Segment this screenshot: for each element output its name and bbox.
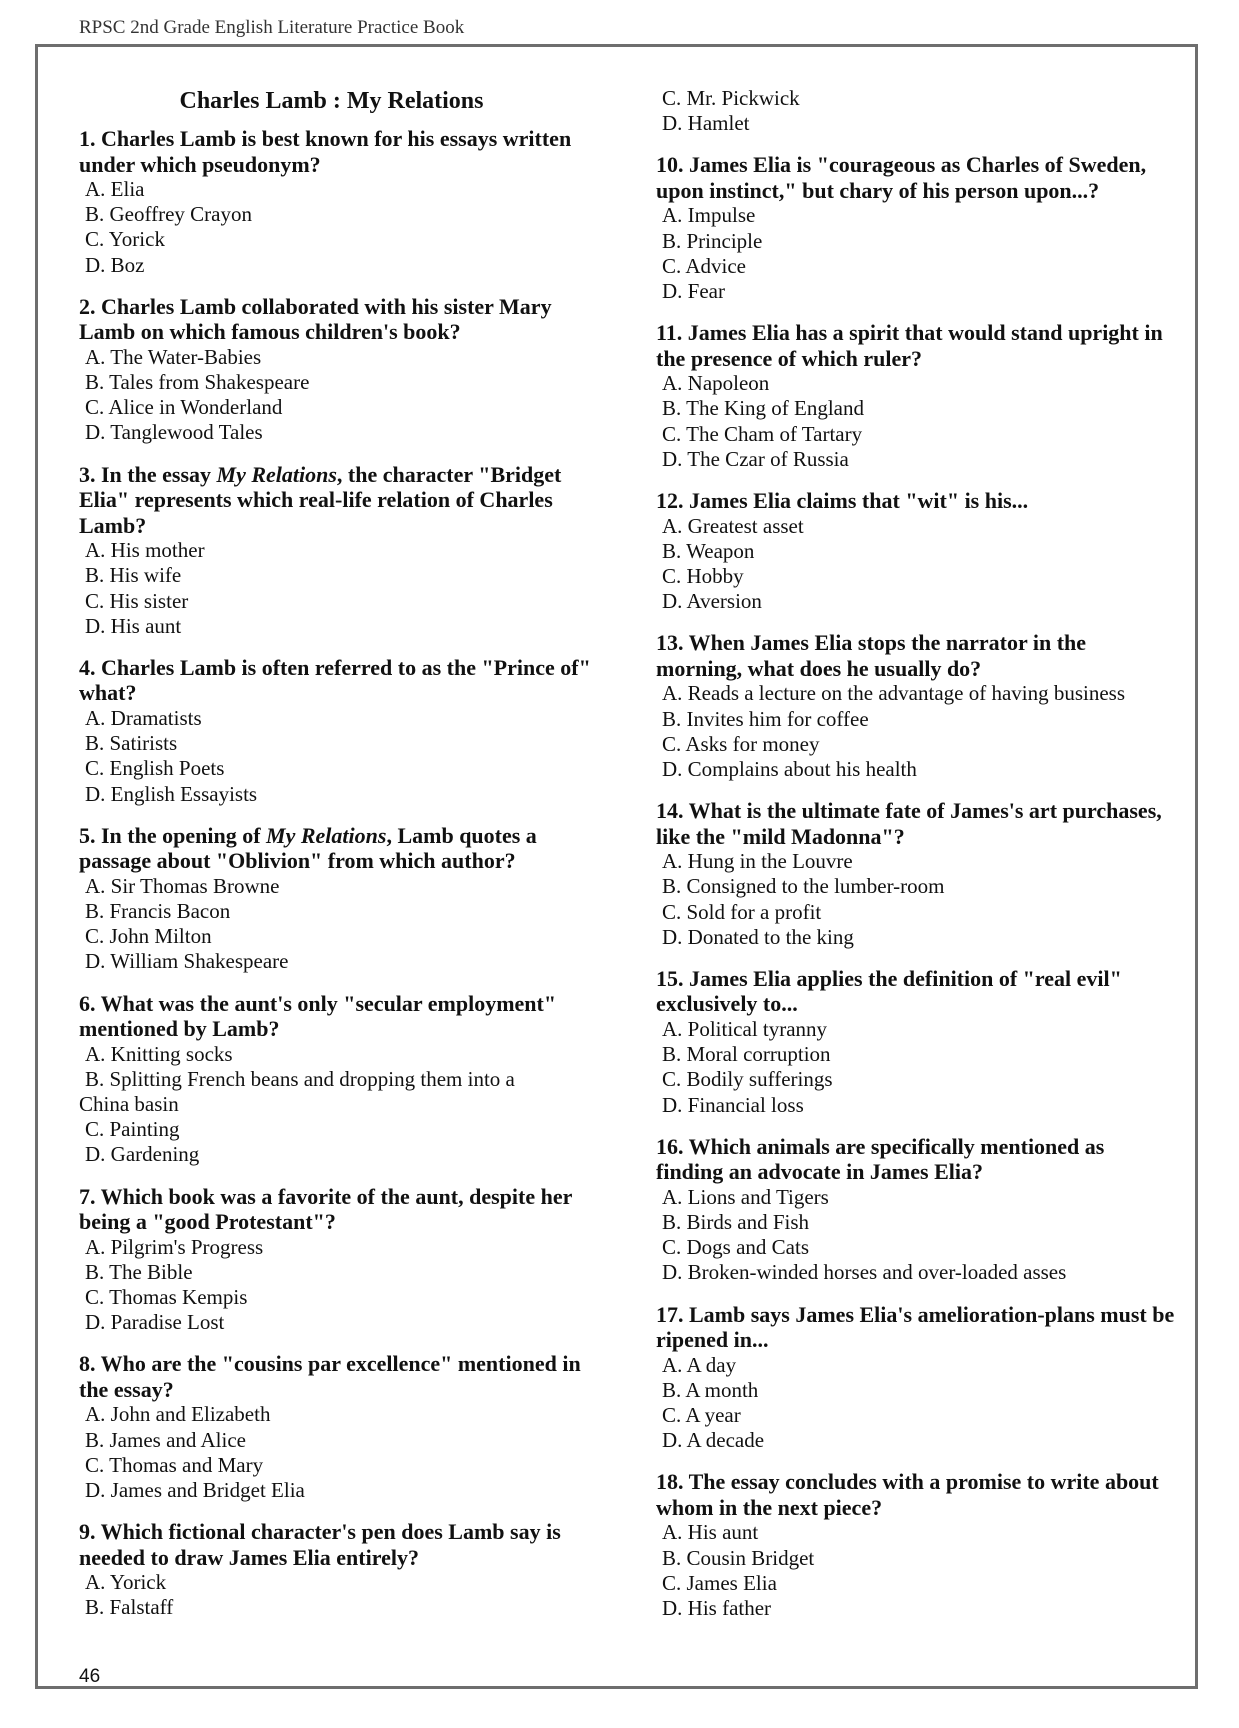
option: C. Alice in Wonderland [85, 395, 283, 420]
option: A. The Water-Babies [85, 344, 262, 369]
option: B. James and Alice [85, 1427, 246, 1452]
option: D. Fear [662, 279, 725, 304]
option: D. English Essayists [85, 781, 258, 806]
option: D. James and Bridget Elia [85, 1478, 305, 1502]
stem-text: , Lamb quotes a passage about "Oblivion" from which author? [79, 822, 537, 874]
option: B. Satirists [85, 731, 178, 756]
option: D. William Shakespeare [85, 949, 289, 974]
question-stem: 4. Charles Lamb is often referred to as the "Prince of" what? [79, 654, 591, 706]
option: C. A year [662, 1403, 741, 1427]
question-11 [656, 320, 1176, 472]
option: D. Boz [85, 252, 145, 277]
stem-text: , the character "Bridget Elia" represents which real-life relation of Charles Lamb? [79, 461, 562, 538]
option: B. Tales from Shakespeare [85, 370, 310, 395]
option-continuation: China basin [79, 1091, 179, 1116]
question-7 [79, 1184, 609, 1336]
option: D. Complains about his health [662, 756, 917, 781]
question-9-continued [656, 86, 1176, 136]
question-17 [656, 1302, 1176, 1454]
option: A. Hung in the Louvre [662, 849, 853, 874]
option: B. Consigned to the lumber-room [662, 874, 945, 899]
option: A. Political tyranny [662, 1016, 828, 1041]
option: B. A month [662, 1377, 759, 1402]
option: A. Sir Thomas Browne [85, 873, 280, 898]
option: D. His father [662, 1596, 772, 1621]
question-stem: 6. What was the aunt's only "secular employment" mentioned by Lamb? [79, 990, 557, 1042]
option: D. Gardening [85, 1142, 200, 1167]
option: C. Bodily sufferings [662, 1067, 833, 1092]
question-stem: 11. James Elia has a spirit that would stand upright in the presence of which ruler? [656, 320, 1163, 371]
question-5 [79, 823, 609, 975]
option: A. A day [662, 1352, 737, 1377]
running-header: RPSC 2nd Grade English Literature Practice Book [79, 17, 465, 38]
question-stem: 16. Which animals are specifically mentioned as finding an advocate in James Elia? [656, 1133, 1105, 1185]
question-stem [79, 823, 609, 874]
option: A. Dramatists [85, 705, 202, 730]
question-stem: 1. Charles Lamb is best known for his essays written under which pseudonym? [79, 126, 572, 177]
question-16 [656, 1134, 1176, 1286]
page-number: 46 [79, 1666, 101, 1687]
question-13 [656, 630, 1176, 782]
stem-text: 3. In the essay [79, 461, 217, 487]
option: A. Impulse [662, 203, 756, 228]
question-15 [656, 966, 1176, 1118]
option: A. Knitting socks [85, 1041, 233, 1066]
question-stem: 7. Which book was a favorite of the aunt, despite her being a "good Protestant"? [79, 1183, 572, 1235]
option: C. Sold for a profit [662, 899, 822, 924]
option: D. The Czar of Russia [662, 446, 849, 471]
option: C. John Milton [85, 924, 212, 949]
option: C. Thomas and Mary [85, 1452, 264, 1477]
question-stem [79, 462, 609, 539]
option: D. Hamlet [662, 111, 750, 136]
option: C. Mr. Pickwick [662, 86, 800, 110]
option: B. Cousin Bridget [662, 1545, 815, 1570]
option: C. Yorick [85, 227, 165, 252]
option: A. Lions and Tigers [662, 1184, 829, 1209]
option: B. Splitting French beans and dropping them into a [85, 1066, 515, 1091]
option: D. Aversion [662, 589, 762, 614]
question-stem: 12. James Elia claims that "wit" is his... [656, 488, 1029, 514]
question-stem: 9. Which fictional character's pen does Lamb say is needed to draw James Elia entirely? [79, 1519, 561, 1570]
option: A. Yorick [85, 1570, 167, 1595]
essay-title-italic: My Relations [216, 461, 337, 487]
question-14 [656, 798, 1176, 950]
page-title: Charles Lamb : My Relations [179, 88, 484, 114]
option: C. The Cham of Tartary [662, 421, 863, 446]
question-6 [79, 991, 609, 1168]
option: A. Napoleon [662, 371, 770, 396]
question-4 [79, 655, 609, 807]
option: A. Reads a lecture on the advantage of having business [662, 681, 1126, 706]
option: B. Moral corruption [662, 1042, 831, 1067]
question-stem: 18. The essay concludes with a promise to write about whom in the next piece? [656, 1469, 1159, 1520]
question-8 [79, 1351, 609, 1503]
essay-title-italic: My Relations [266, 822, 387, 848]
option: C. Advice [662, 253, 746, 278]
question-stem: 15. James Elia applies the definition of "real evil" exclusively to... [656, 965, 1122, 1017]
option: C. Painting [85, 1117, 180, 1142]
right-column [656, 86, 1176, 1637]
option: C. Hobby [662, 563, 744, 588]
option: C. Dogs and Cats [662, 1235, 809, 1260]
question-12 [656, 488, 1176, 614]
question-2 [79, 294, 609, 446]
question-3 [79, 462, 609, 639]
option: D. Broken-winded horses and over-loaded asses [662, 1260, 1067, 1285]
question-stem: 10. James Elia is "courageous as Charles of Sweden, upon instinct," but chary of his person upon...? [656, 152, 1147, 203]
question-18 [656, 1469, 1176, 1621]
option: B. Francis Bacon [85, 898, 231, 923]
option: A. Pilgrim's Progress [85, 1234, 264, 1259]
option: B. Weapon [662, 538, 755, 563]
stem-text: 5. In the opening of [79, 822, 267, 848]
question-stem: 2. Charles Lamb collaborated with his sister Mary Lamb on which famous children's book? [79, 293, 552, 345]
question-stem: 14. What is the ultimate fate of James's art purchases, like the "mild Madonna"? [656, 798, 1162, 849]
option: A. John and Elizabeth [85, 1402, 271, 1427]
option: B. Principle [662, 228, 763, 253]
question-10 [656, 152, 1176, 304]
option: A. Elia [85, 177, 145, 201]
option: C. His sister [85, 588, 189, 613]
option: D. Donated to the king [662, 924, 854, 949]
option: C. James Elia [662, 1570, 777, 1595]
question-stem: 13. When James Elia stops the narrator in the morning, what does he usually do? [656, 630, 1087, 681]
option: D. A decade [662, 1428, 765, 1453]
left-column [79, 88, 609, 1637]
option: B. The King of England [662, 396, 865, 421]
question-9 [79, 1519, 609, 1620]
question-1 [79, 126, 609, 278]
option: D. Tanglewood Tales [85, 420, 263, 445]
option: B. Falstaff [85, 1595, 174, 1620]
option: C. Asks for money [662, 731, 820, 756]
option: A. Greatest asset [662, 513, 804, 538]
option: B. Invites him for coffee [662, 706, 869, 731]
option: B. Birds and Fish [662, 1209, 810, 1234]
option: B. His wife [85, 563, 182, 588]
question-stem: 17. Lamb says James Elia's amelioration-plans must be ripened in... [656, 1301, 1175, 1353]
option: D. Paradise Lost [85, 1310, 225, 1335]
option: A. His aunt [662, 1520, 759, 1545]
option: C. English Poets [85, 756, 225, 781]
option: A. His mother [85, 538, 205, 563]
option: B. The Bible [85, 1259, 193, 1284]
option: B. Geoffrey Crayon [85, 202, 252, 227]
option: D. His aunt [85, 613, 182, 638]
question-stem: 8. Who are the "cousins par excellence" mentioned in the essay? [79, 1351, 581, 1402]
option: D. Financial loss [662, 1092, 804, 1117]
option: C. Thomas Kempis [85, 1284, 248, 1309]
